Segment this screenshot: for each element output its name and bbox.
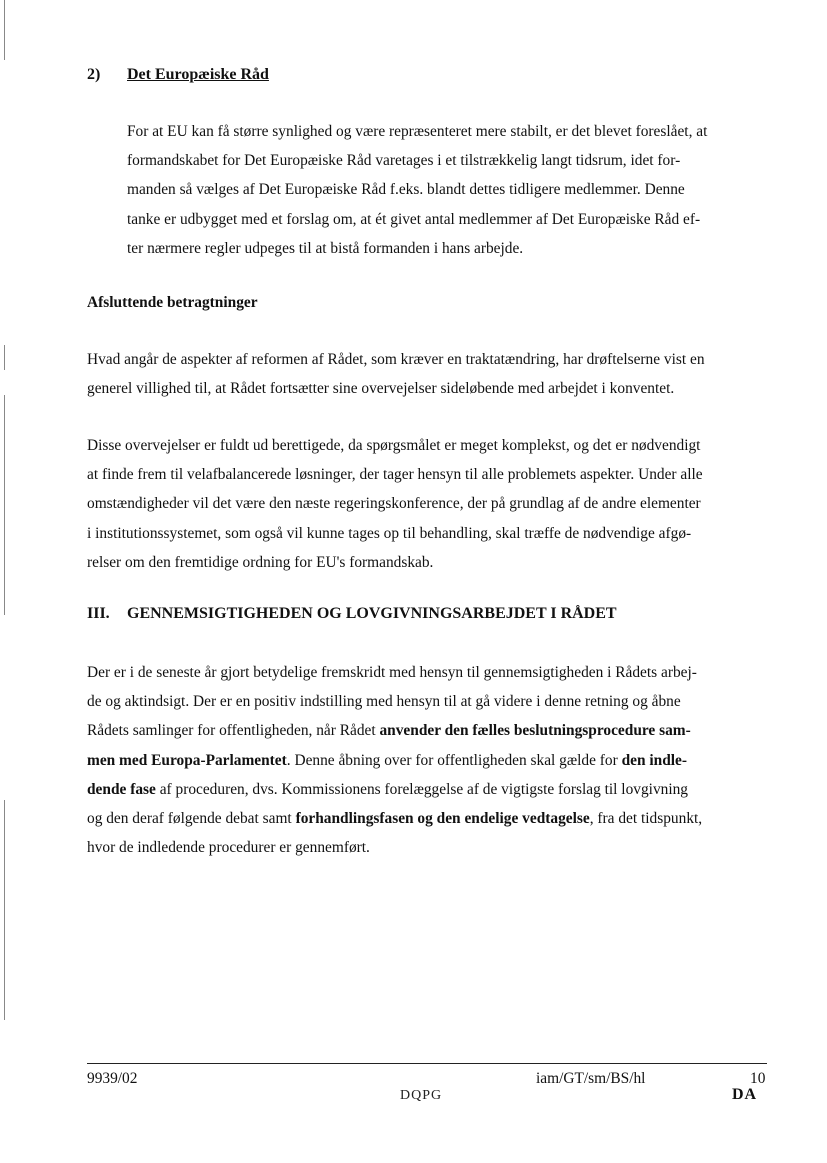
text-line: relser om den fremtidige ordning for EU's formandskab. bbox=[87, 553, 434, 571]
text-line: Der er i de seneste år gjort betydelige fremskridt med hensyn til gennemsigtigheden i Rådets arbej- bbox=[87, 664, 697, 681]
footer-department: DQPG bbox=[400, 1088, 443, 1103]
text-line bbox=[87, 804, 767, 833]
scan-margin-line bbox=[4, 0, 5, 60]
section3-paragraph bbox=[87, 658, 767, 862]
bold-text: den indle- bbox=[621, 751, 687, 769]
section-title: Det Europæiske Råd bbox=[127, 66, 269, 83]
text-span: . Denne åbning over for offentligheden skal gælde for bbox=[286, 751, 622, 769]
bold-text: dende fase bbox=[87, 780, 156, 798]
bold-text: men med Europa-Parlamentet bbox=[87, 751, 287, 769]
text-line: tanke er udbygget med et forslag om, at ét givet antal medlemmer af Det Europæiske Råd ef- bbox=[127, 210, 701, 228]
text-line: de og aktindsigt. Der er en positiv indstilling med hensyn til at gå videre i denne retning og åbne bbox=[87, 693, 681, 711]
section-paragraph bbox=[127, 117, 767, 263]
text-span: af proceduren, dvs. Kommissionens forelæggelse af de vigtigste forslag til lovgivning bbox=[155, 780, 689, 798]
closing-paragraph-2 bbox=[87, 431, 767, 577]
scan-margin-line bbox=[4, 345, 5, 370]
footer-doc-number: 9939/02 bbox=[87, 1070, 138, 1087]
closing-paragraph-1 bbox=[87, 345, 767, 403]
text-span: , fra det tidspunkt, bbox=[589, 810, 703, 828]
text-line: at finde frem til velafbalancerede løsninger, der tager hensyn til alle problemets aspekter. Under alle bbox=[87, 466, 703, 484]
text-span: Rådets samlinger for offentligheden, når Rådet bbox=[87, 722, 380, 740]
section-number: 2) bbox=[87, 66, 101, 83]
closing-heading: Afsluttende betragtninger bbox=[87, 294, 258, 311]
text-line: formandskabet for Det Europæiske Råd varetages i et tilstrækkelig langt tidsrum, idet for- bbox=[127, 152, 681, 170]
scan-margin-line bbox=[4, 395, 5, 615]
text-line bbox=[87, 746, 767, 775]
text-line: manden så vælges af Det Europæiske Råd f.eks. blandt dettes tidligere medlemmer. Denne bbox=[127, 181, 685, 199]
text-line: ter nærmere regler udpeges til at bistå formanden i hans arbejde. bbox=[127, 239, 524, 257]
text-line: i institutionssystemet, som også vil kunne tages op til behandling, skal træffe de nødvendige afgø- bbox=[87, 524, 692, 542]
text-line: For at EU kan få større synlighed og være repræsenteret mere stabilt, er det blevet foreslået, at bbox=[127, 123, 708, 140]
bold-text: anvender den fælles beslutningsprocedure sam- bbox=[379, 722, 691, 740]
text-line: hvor de indledende procedurer er gennemført. bbox=[87, 839, 370, 857]
text-line: Hvad angår de aspekter af reformen af Rådet, som kræver en traktatændring, har drøftelserne vist en bbox=[87, 351, 705, 368]
text-line: generel villighed til, at Rådet fortsætter sine overvejelser sideløbende med arbejdet i konventet. bbox=[87, 380, 675, 398]
text-line: Disse overvejelser er fuldt ud berettigede, da spørgsmålet er meget komplekst, og det er nødvendigt bbox=[87, 437, 701, 454]
text-line: omstændigheder vil det være den næste regeringskonference, der på grundlag af de andre elementer bbox=[87, 495, 701, 513]
text-line bbox=[87, 775, 767, 804]
footer-ref-code: iam/GT/sm/BS/hl bbox=[536, 1070, 646, 1087]
footer-language: DA bbox=[732, 1086, 758, 1103]
scan-margin-line bbox=[4, 800, 5, 1020]
text-line bbox=[87, 716, 767, 745]
bold-text: forhandlingsfasen og den endelige vedtagelse bbox=[295, 810, 590, 828]
footer-page-number: 10 bbox=[750, 1070, 766, 1087]
text-span: og den deraf følgende debat samt bbox=[87, 810, 296, 828]
section3-title: GENNEMSIGTIGHEDEN OG LOVGIVNINGSARBEJDET I RÅDET bbox=[127, 605, 617, 622]
section3-number: III. bbox=[87, 605, 110, 622]
footer-divider bbox=[87, 1063, 767, 1064]
